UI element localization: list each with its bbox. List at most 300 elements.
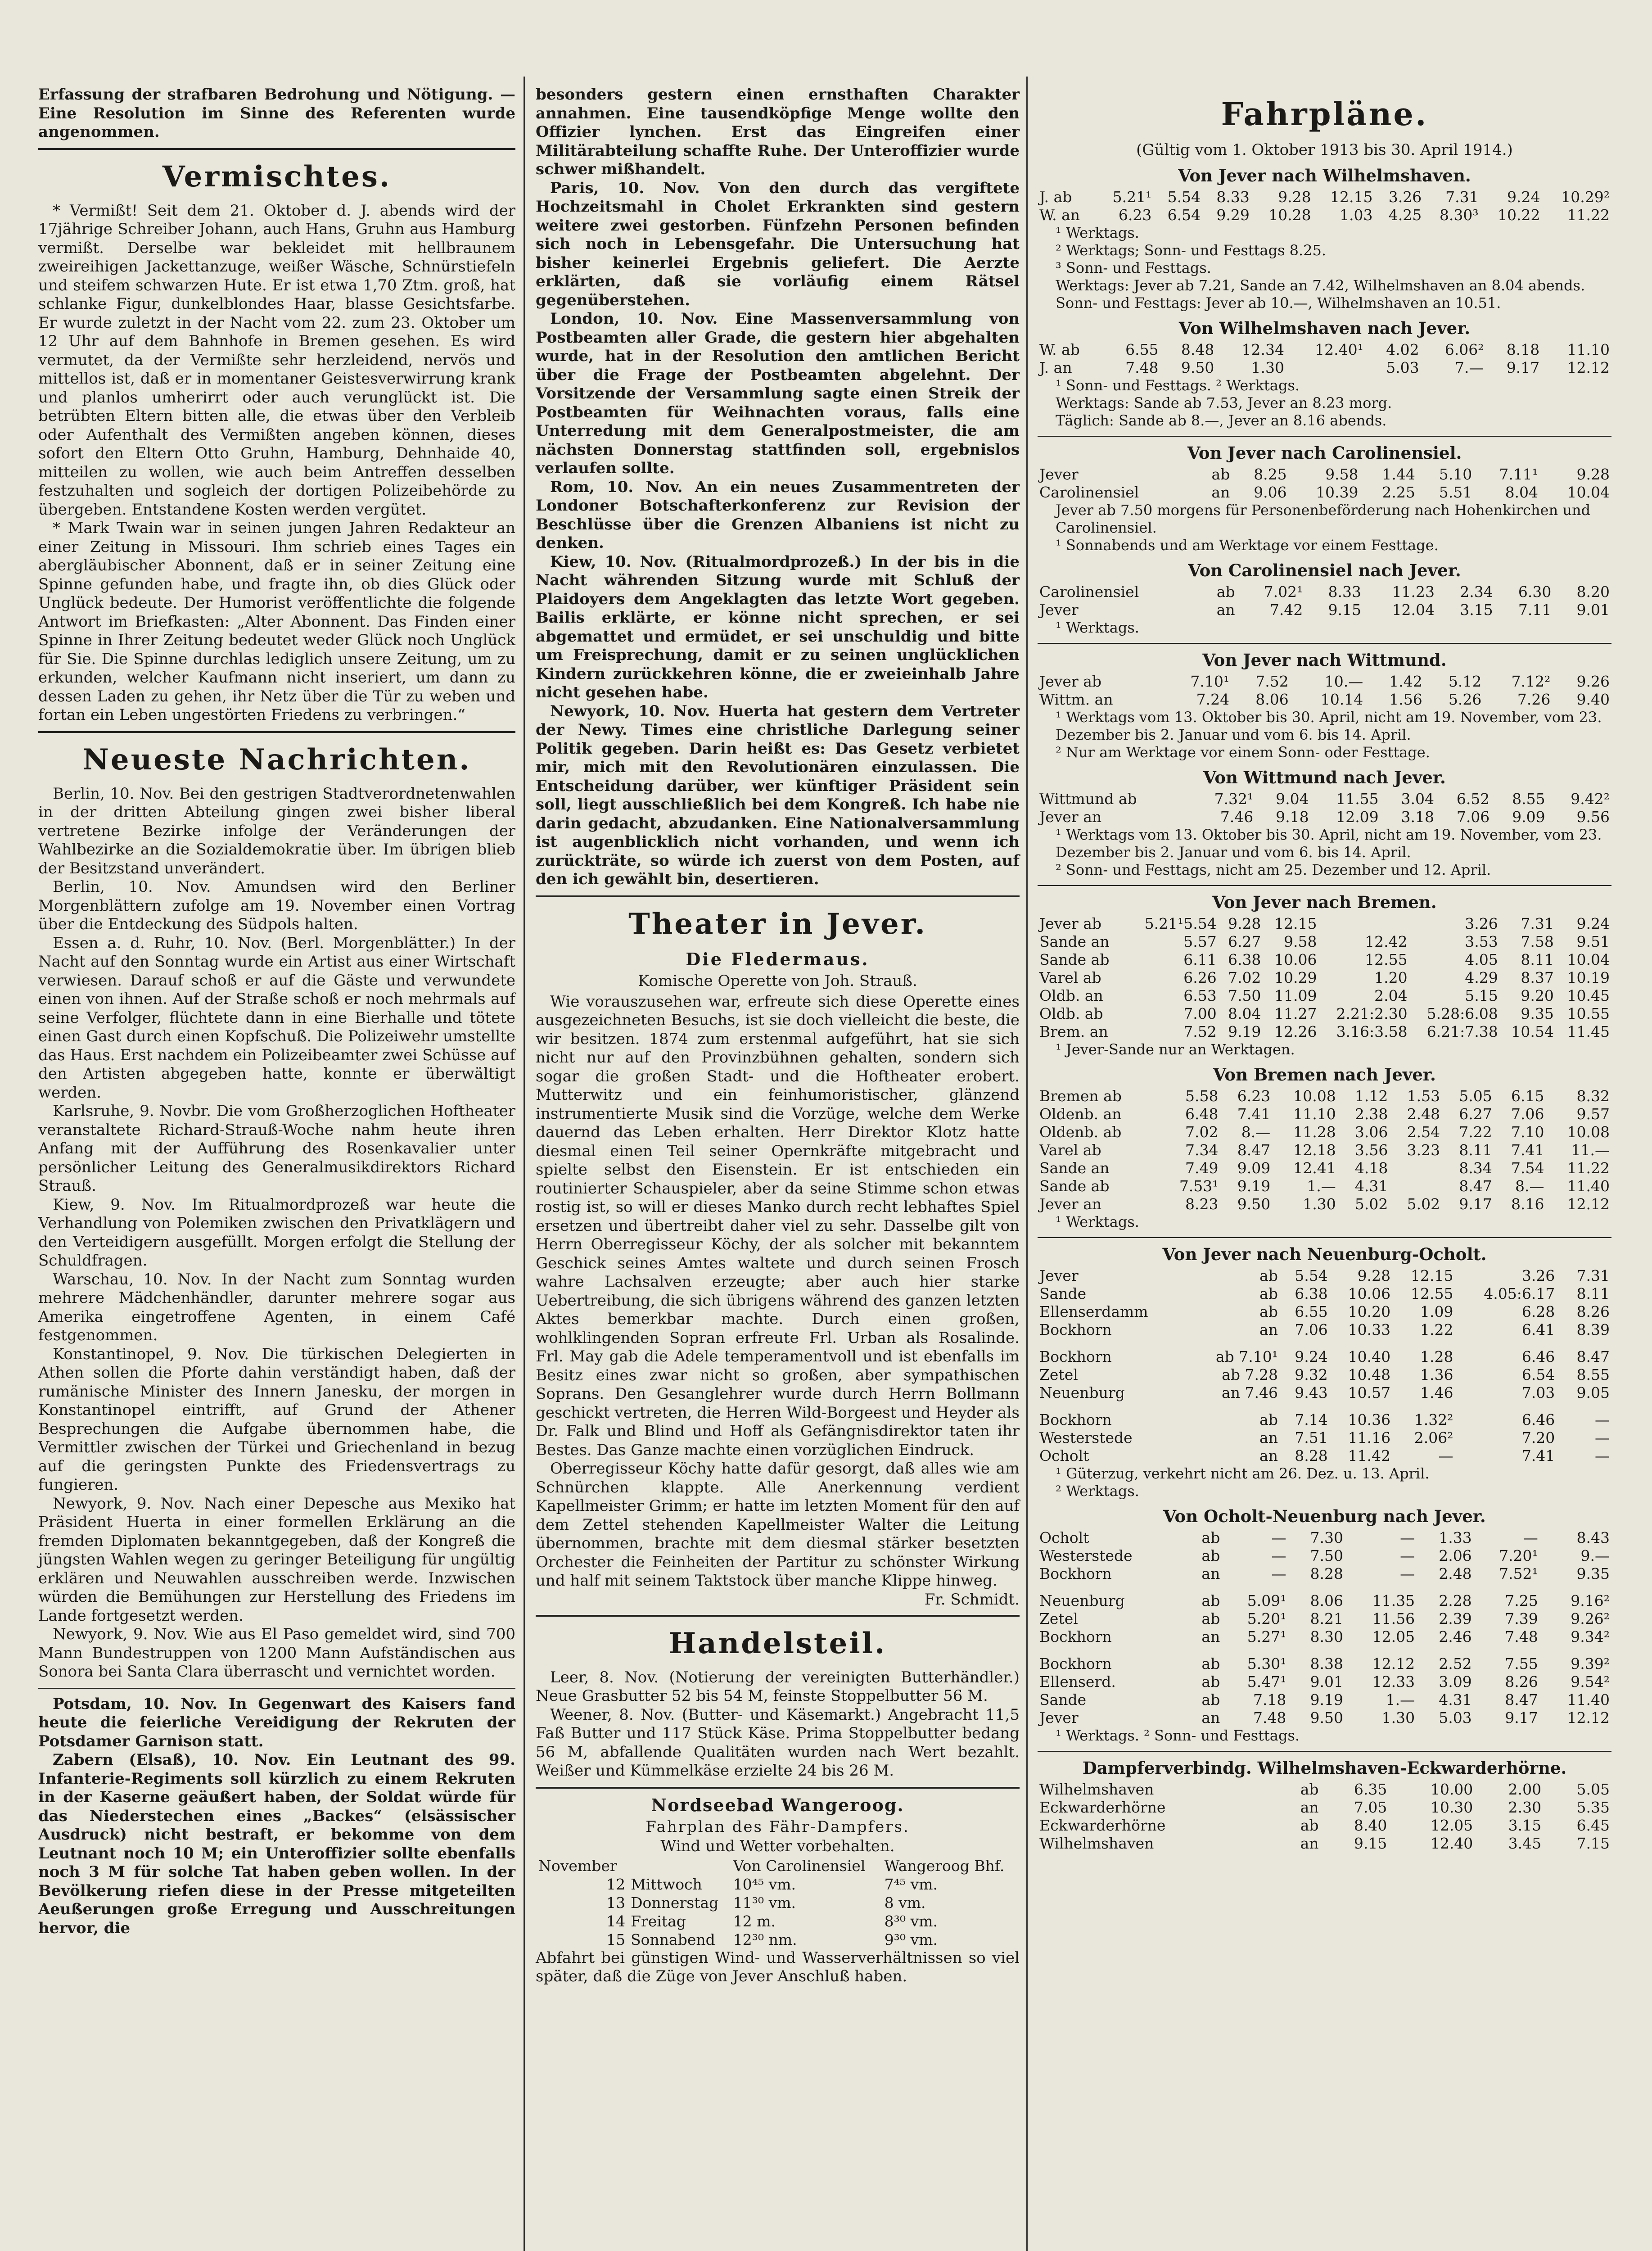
timetable-cell: ab bbox=[1259, 1411, 1278, 1428]
ferry-header-cell: Wangeroog Bhf. bbox=[884, 1857, 1005, 1875]
timetable-cell bbox=[1557, 1384, 1562, 1402]
timetable-cell: 5.05 bbox=[1459, 1087, 1492, 1105]
timetable-cell: W. ab bbox=[1039, 341, 1080, 358]
timetable-title: Von Carolinensiel nach Jever. bbox=[1188, 560, 1461, 580]
ferry-cell: Donnerstag bbox=[631, 1894, 719, 1912]
timetable-cell bbox=[1190, 1402, 1280, 1411]
timetable-cell: Jever bbox=[1039, 1709, 1079, 1727]
column-rule bbox=[1026, 77, 1028, 2251]
timetable-cell: 8.18 bbox=[1506, 341, 1540, 358]
timetable-note: ² Sonn- und Festtags, nicht am 25. Dezember und 12. April. bbox=[1056, 861, 1491, 878]
timetable-cell: ab bbox=[1201, 1610, 1220, 1627]
timetable-cell: ab bbox=[1259, 1285, 1278, 1302]
timetable-cell: 5.03 bbox=[1386, 359, 1419, 376]
timetable-cell: 8.04 bbox=[1228, 1005, 1261, 1022]
timetable-cell: 8.47 bbox=[1237, 1141, 1271, 1159]
timetable-cell: 8.28 bbox=[1310, 1565, 1343, 1582]
timetable-cell: 6.27 bbox=[1228, 933, 1261, 950]
timetable-cell: 7.24 bbox=[1196, 691, 1230, 708]
timetable-note: Werktags: Sande ab 7.53, Jever an 8.23 morg. bbox=[1056, 394, 1392, 411]
timetable-cell: Carolinensiel bbox=[1039, 484, 1139, 501]
timetable-cell: 6.06² bbox=[1444, 341, 1484, 358]
timetable-cell: 1.36 bbox=[1420, 1366, 1453, 1383]
ferry-header-row bbox=[536, 1857, 1020, 1875]
timetable-title: Von Jever nach Neuenburg-Ocholt. bbox=[1162, 1244, 1487, 1264]
timetable-title: Von Ocholt-Neuenburg nach Jever. bbox=[1163, 1506, 1486, 1526]
timetable-cell: 1.46 bbox=[1420, 1384, 1453, 1401]
timetable-cell: 3.53 bbox=[1465, 933, 1498, 950]
timetable-cell: — bbox=[1595, 1429, 1610, 1446]
timetable-cell: 10.36 bbox=[1348, 1411, 1391, 1428]
timetable-note: Jever ab 7.50 morgens für Personenbeförderung nach Hohenkirchen und Carolinensiel. bbox=[1056, 502, 1591, 536]
timetable-cell: 10.29² bbox=[1561, 188, 1610, 206]
timetable-cell bbox=[1417, 1583, 1474, 1592]
timetable-cell bbox=[1557, 1285, 1562, 1303]
news-item: Berlin, 10. Nov. Amundsen wird den Berliner Morgenblättern zufolge am 19. November einen Vortrag über die Entdeckung des Südpols halten. bbox=[38, 878, 515, 933]
timetable-cell: ab bbox=[1201, 1592, 1220, 1609]
timetable-cell: Ocholt bbox=[1039, 1447, 1089, 1465]
timetable-cell: 3.06 bbox=[1354, 1123, 1388, 1141]
timetable-cell: 7.02¹ bbox=[1264, 583, 1303, 601]
timetable-cell bbox=[1390, 1177, 1442, 1195]
timetable-cell: 8.40 bbox=[1354, 1817, 1387, 1834]
timetable-row bbox=[1038, 1402, 1611, 1411]
timetable-cell: an bbox=[1259, 1321, 1278, 1338]
timetable-cell: 6.46 bbox=[1521, 1411, 1555, 1428]
timetable-cell: 12.09 bbox=[1336, 808, 1379, 826]
timetable-cell: 2.04 bbox=[1374, 987, 1408, 1004]
ferry-row bbox=[536, 1875, 1020, 1894]
timetable-cell: 7.20 bbox=[1521, 1429, 1555, 1446]
timetable-table bbox=[1038, 583, 1611, 619]
timetable-note: ¹ Werktags. bbox=[1056, 224, 1139, 241]
timetable-cell: 9.01 bbox=[1576, 601, 1610, 619]
timetable-cell: 4.31 bbox=[1354, 1177, 1388, 1195]
timetable-note: ³ Sonn- und Festtags. bbox=[1056, 259, 1211, 276]
timetable-cell: Jever an bbox=[1039, 1195, 1102, 1213]
timetable-cell: W. an bbox=[1039, 206, 1080, 224]
timetable-cell: 7.41 bbox=[1511, 1141, 1544, 1159]
timetable-row bbox=[1038, 1835, 1611, 1853]
timetable-title: Von Jever nach Wilhelmshaven. bbox=[1178, 166, 1471, 185]
timetable-cell: 7.31 bbox=[1576, 1267, 1610, 1284]
timetable-cell: 9.35 bbox=[1576, 1565, 1610, 1582]
timetable-row bbox=[1038, 206, 1611, 224]
timetable-row bbox=[1038, 1348, 1611, 1366]
timetable-cell: 11.10 bbox=[1293, 1105, 1336, 1123]
timetable-cell: 3.04 bbox=[1401, 790, 1434, 808]
timetable-cell: 2.06² bbox=[1414, 1429, 1453, 1446]
ferry-header-cell: November bbox=[538, 1857, 617, 1875]
timetable-cell: 9.34² bbox=[1571, 1628, 1610, 1645]
timetable-cell: 3.09 bbox=[1439, 1673, 1472, 1691]
timetable-cell bbox=[1557, 1447, 1562, 1465]
timetable-cell: 6.46 bbox=[1521, 1348, 1555, 1365]
timetable-note: Täglich: Sande ab 8.—, Jever an 8.16 abends. bbox=[1056, 412, 1387, 429]
news-item-bold: Potsdam, 10. Nov. In Gegenwart des Kaisers fand heute die feierliche Vereidigung der Rekruten der Potsdamer Garnison statt. bbox=[38, 1695, 515, 1750]
timetable-cell: 12.05 bbox=[1372, 1628, 1415, 1645]
timetable-cell: 10.00 bbox=[1430, 1781, 1473, 1798]
timetable-cell: 10.40 bbox=[1348, 1348, 1391, 1365]
timetable-cell: 8.28 bbox=[1295, 1447, 1328, 1465]
timetable-cell: an bbox=[1216, 601, 1235, 619]
ferry-header-cell: Von Carolinensiel bbox=[733, 1857, 866, 1875]
timetable-cell: 7.53¹ bbox=[1179, 1177, 1219, 1195]
timetable-row bbox=[1038, 1267, 1611, 1285]
timetable-cell: 11.40 bbox=[1567, 1691, 1610, 1709]
timetable-cell bbox=[1038, 1583, 1187, 1592]
timetable-cell: 12.12 bbox=[1567, 1195, 1610, 1213]
timetable-cell bbox=[1288, 1583, 1345, 1592]
timetable-cell: 12.26 bbox=[1274, 1023, 1317, 1040]
divider bbox=[536, 895, 1020, 897]
timetable-cell: 12.18 bbox=[1293, 1141, 1336, 1159]
timetable-cell: 4.25 bbox=[1388, 206, 1422, 224]
timetable-cell: 8.11 bbox=[1459, 1141, 1492, 1159]
timetable-cell: 5.02 bbox=[1354, 1195, 1388, 1213]
timetable-cell: 12.12 bbox=[1567, 1709, 1610, 1727]
timetable-row bbox=[1038, 1339, 1611, 1348]
timetable-cell: — bbox=[1271, 1529, 1286, 1546]
timetable-cell bbox=[1455, 1402, 1557, 1411]
timetable-cell: Sande bbox=[1039, 1285, 1087, 1302]
timetable-cell: Sande an bbox=[1039, 933, 1110, 950]
timetable-note: ² Werktags. bbox=[1056, 1483, 1139, 1500]
timetable-cell: an 7.46 bbox=[1222, 1384, 1278, 1401]
timetable-cell: 5.35 bbox=[1576, 1799, 1610, 1816]
timetable-row bbox=[1038, 466, 1611, 484]
timetable-cell: Varel ab bbox=[1039, 969, 1101, 986]
timetable-cell: ab 7.10¹ bbox=[1215, 1348, 1278, 1365]
timetable-cell: 7.31 bbox=[1521, 915, 1554, 932]
article-mark-twain: * Mark Twain war in seinen jungen Jahren Redakteur an einer Zeitung in Missouri. Ihm schrieb eines Tages ein abergläubischer Abonnent, daß er in seiner Zeitung eine Spinne gefunden habe, und fragte ihn, ob dies Glück oder Unglück bedeute. Der Humorist veröffentlichte die folgende Antwort im Briefkasten: „Alter Abonnent. Das Finden einer Spinne in Ihrer Zeitung bedeutet weder Glück noch Unglück für Sie. Die Spinne durchlas lediglich unsere Zeitung, um zu erkunden, welcher Kaufmann nicht inseriert, um dann zu dessen Laden zu gehen, ihr Netz über die Tür zu weben und fortan ein Leben ungestörten Friedens zu verbringen.“ bbox=[38, 519, 515, 724]
timetable-cell: Oldb. an bbox=[1039, 987, 1103, 1004]
ferry-cell: 11³⁰ vm. bbox=[733, 1894, 796, 1912]
ferry-cell: 8 vm. bbox=[884, 1894, 926, 1912]
timetable-table bbox=[1038, 790, 1611, 826]
timetable-cell: 7.48 bbox=[1505, 1628, 1538, 1645]
timetable-cell bbox=[1187, 1646, 1222, 1655]
timetable-cell: 6.23 bbox=[1118, 206, 1152, 224]
timetable-cell: 4.02 bbox=[1386, 341, 1419, 358]
timetable-cell: 9.17 bbox=[1459, 1195, 1492, 1213]
timetable-row bbox=[1038, 1592, 1611, 1610]
timetable-cell: Jever bbox=[1039, 466, 1079, 483]
timetable-table bbox=[1038, 466, 1611, 502]
timetable-cell bbox=[1557, 1267, 1562, 1285]
timetable-cell: Bremen ab bbox=[1039, 1087, 1122, 1105]
timetable-cell: 7.02 bbox=[1228, 969, 1261, 986]
timetable-cell: 7.39 bbox=[1505, 1610, 1538, 1627]
timetable-note: ¹ Werktags vom 13. Oktober bis 30. April, nicht am 19. November, vom 23. Dezember bis 2. Januar und vom 6. bis 14. April. bbox=[1056, 826, 1602, 861]
timetable-cell bbox=[1330, 1339, 1392, 1348]
timetable-cell: an bbox=[1259, 1429, 1278, 1446]
timetable-cell: — bbox=[1400, 1547, 1415, 1564]
timetable-cell: 12.40 bbox=[1430, 1835, 1473, 1852]
timetable-cell: 11.22 bbox=[1567, 206, 1610, 224]
timetable-cell: — bbox=[1271, 1547, 1286, 1564]
timetable-cell: 7.22 bbox=[1459, 1123, 1492, 1141]
ferry-cell: 12 bbox=[606, 1875, 626, 1893]
timetable-cell bbox=[1562, 1339, 1611, 1348]
section-heading-fahrplaene: Fahrpläne. bbox=[1221, 95, 1428, 133]
section-heading-nachrichten: Neueste Nachrichten. bbox=[82, 742, 471, 777]
timetable-row bbox=[1038, 1384, 1611, 1402]
timetable-cell: 7.41 bbox=[1521, 1447, 1555, 1465]
timetable-title: Von Wittmund nach Jever. bbox=[1203, 768, 1446, 787]
timetable-cell: 3.15 bbox=[1508, 1817, 1542, 1834]
timetable-cell: 2.28 bbox=[1439, 1592, 1472, 1609]
timetable-cell: Bockhorn bbox=[1039, 1411, 1112, 1428]
timetable-cell: 2.00 bbox=[1508, 1781, 1542, 1798]
timetable-cell: 8.11 bbox=[1521, 951, 1554, 968]
timetable-cell: 8.33 bbox=[1216, 188, 1250, 206]
timetable-cell: 3.45 bbox=[1508, 1835, 1542, 1852]
timetable-cell: 8.04 bbox=[1505, 484, 1539, 501]
timetable-cell: 2.25 bbox=[1382, 484, 1415, 501]
timetable-title: Von Jever nach Wittmund. bbox=[1202, 650, 1447, 670]
timetable-cell: 4.29 bbox=[1465, 969, 1498, 986]
timetable-cell: 11.09 bbox=[1274, 987, 1317, 1004]
timetable-row bbox=[1038, 1547, 1611, 1565]
timetable-cell: 2.48 bbox=[1407, 1105, 1440, 1123]
timetable-cell: 10.30 bbox=[1430, 1799, 1473, 1816]
timetable-row bbox=[1038, 1005, 1611, 1023]
news-item-bold: Kiew, 10. Nov. (Ritualmordprozeß.) In der bis in die Nacht währenden Sitzung wurde mit Schluß der Plaidoyers dem Angeklagten das letzte Wort gegeben. Bailis erklärte, er könne nicht sprechen, er sei abgemattet und ermüdet, er sei unschuldig und bitte um Freisprechung, damit er zu seinen unglücklichen Kindern zurückkehren könne, die er zweieinhalb Jahre nicht gesehen habe. bbox=[536, 552, 1020, 701]
timetable-cell: 5.54 bbox=[1167, 188, 1201, 206]
timetable-cell: Oldenb. ab bbox=[1039, 1123, 1122, 1141]
timetable-cell: Ocholt bbox=[1039, 1529, 1089, 1546]
timetable-cell: ab bbox=[1300, 1817, 1319, 1834]
timetable-cell: 9.50 bbox=[1237, 1195, 1271, 1213]
timetable-cell: 9.— bbox=[1580, 1547, 1610, 1564]
theater-review: Wie vorauszusehen war, erfreute sich diese Operette eines ausgezeichneten Besuchs, ist sie doch vielleicht die beste, die wir besitzen. 1874 zum erstenmal aufgeführt, hat sie sich nicht nur auf den Provinzbühnen gehalten, sondern sich sogar die großen Stadt- und die Hoftheater erobert. Mutterwitz und ein feinhumoristischer, glänzend instrumentierte Musik sind die Vorzüge, welche dem Werke dauernd das Leben erhalten. Herr Direktor Klotz hatte diesmal einen Teil seiner Opernkräfte mitgebracht und spielte selbst den Eisenstein. Er ist entschieden ein routinierter Schauspieler, aber da seine Stimme schon etwas rostig ist, so will er dieses Manko durch recht lebhaftes Spiel ersetzen und übertreibt daher viel zu sehr. Dasselbe gilt von Herrn Oberregisseur Köchy, der als solcher mit bekanntem Geschick seines Amtes waltete und durch seinen Frosch wahre Lachsalven erzeugte; aber auch hier starke Uebertreibung, die sich übrigens während des ganzen letzten Aktes bemerkbar machte. Durch einen großen, wohlklingenden Sopran erfreute Frl. Urban als Rosalinde. Frl. May gab die Adele temperamentvoll und ist ebenfalls im Besitz eines zwar nicht so großen, aber sympathischen Soprans. Den Gesanglehrer wurde durch Herrn Bollmann geschickt vertreten, die Herren Wild-Borgeest und Heyder als Dr. Falk und Blind und Hoff als Gefängnisdirektor taten ihr Bestes. Das Ganze machte einen vorzüglichen Eindruck. bbox=[536, 992, 1020, 1459]
theater-review: Oberregisseur Köchy hatte dafür gesorgt, daß alles wie am Schnürchen klappte. Alle Anerkennung verdient Kapellmeister Grimm; er hatte im letzten Moment für den auf dem Zettel stehenden Kapellmeister Walter die Leitung übernommen, brachte mit dem diesmal stärker besetzten Orchester die Feinheiten der Partitur zu schönster Wirkung und half mit seinem Taktstock über manche Klippe hinweg. bbox=[536, 1460, 1020, 1590]
timetable-row bbox=[1038, 1159, 1611, 1177]
timetable-cell: — bbox=[1271, 1565, 1286, 1582]
timetable-note: Sonn- und Festtags: Jever ab 10.—, Wilhelmshaven an 10.51. bbox=[1056, 294, 1501, 312]
column-rule bbox=[524, 77, 525, 2251]
timetable-cell: 8.— bbox=[1241, 1123, 1271, 1141]
timetable-cell: 9.19 bbox=[1310, 1691, 1343, 1709]
timetable-cell: 7.52¹ bbox=[1499, 1565, 1538, 1582]
timetable-cell: 9.26² bbox=[1571, 1610, 1610, 1627]
timetable-cell: 6.38 bbox=[1295, 1285, 1328, 1302]
intro-text: Erfassung der strafbaren Bedrohung und Nötigung. — Eine Resolution im Sinne des Referenten wurde angenommen. bbox=[38, 86, 515, 141]
timetable-cell: Wilhelmshaven bbox=[1039, 1781, 1154, 1798]
timetable-cell: 10.04 bbox=[1567, 951, 1610, 968]
timetable-cell bbox=[1557, 1303, 1562, 1321]
timetable-cell bbox=[1286, 359, 1365, 377]
timetable-row bbox=[1038, 1691, 1611, 1709]
timetable-cell: J. an bbox=[1039, 359, 1072, 376]
timetable-cell: 12.15 bbox=[1330, 188, 1373, 206]
timetable-cell: 7.20¹ bbox=[1499, 1547, 1538, 1564]
timetable-cell: 7.49 bbox=[1185, 1159, 1219, 1177]
timetable-cell: 5.15 bbox=[1465, 987, 1498, 1004]
timetable-cell: 3.18 bbox=[1401, 808, 1434, 826]
timetable-cell: Varel ab bbox=[1039, 1141, 1101, 1159]
divider bbox=[1038, 1751, 1611, 1752]
timetable-cell: 7.52 bbox=[1183, 1023, 1217, 1040]
timetable-cell: 5.54 bbox=[1295, 1267, 1328, 1284]
timetable-cell: 7.06 bbox=[1511, 1105, 1544, 1123]
timetable-note: ¹ Werktags. ² Sonn- und Festtags. bbox=[1056, 1727, 1300, 1744]
timetable-cell: 9.50 bbox=[1310, 1709, 1343, 1727]
timetable-cell: 9.24 bbox=[1576, 915, 1610, 932]
timetable-cell: — bbox=[1523, 1529, 1538, 1546]
timetable-cell: Bockhorn bbox=[1039, 1565, 1112, 1582]
timetable-note: ¹ Werktags. bbox=[1056, 619, 1139, 636]
wangeroog-note: Wind und Wetter vorbehalten. bbox=[660, 1837, 895, 1855]
timetable-cell: 9.29 bbox=[1216, 206, 1250, 224]
timetable-cell: J. ab bbox=[1039, 188, 1072, 206]
timetable-cell: 5.21¹5.54 bbox=[1144, 915, 1217, 932]
timetable-row bbox=[1038, 691, 1611, 709]
timetable-cell: 8.21 bbox=[1310, 1610, 1343, 1627]
news-item-bold: Rom, 10. Nov. An ein neues Zusammentreten der Londoner Botschafterkonferenz zur Revision der Beschlüsse über die Grenzen Albaniens ist nicht zu denken. bbox=[536, 478, 1020, 552]
timetable-cell: 12.04 bbox=[1392, 601, 1435, 619]
timetable-cell: 8.30³ bbox=[1439, 206, 1479, 224]
timetable-cell: Bockhorn bbox=[1039, 1348, 1112, 1365]
timetable-cell: Sande ab bbox=[1039, 951, 1110, 968]
timetable-cell: 10.22 bbox=[1497, 206, 1540, 224]
timetable-cell: 8.26 bbox=[1576, 1303, 1610, 1320]
timetable-cell: 7.25 bbox=[1505, 1592, 1538, 1609]
timetable-cell: 4.31 bbox=[1439, 1691, 1472, 1709]
timetable-cell: ab bbox=[1201, 1547, 1220, 1564]
timetable-row bbox=[1038, 1429, 1611, 1447]
timetable-cell: 7.48 bbox=[1253, 1709, 1286, 1727]
timetable-cell: 9.28 bbox=[1228, 915, 1261, 932]
timetable-cell: Sande an bbox=[1039, 1159, 1110, 1177]
timetable-cell: 9.35 bbox=[1521, 1005, 1554, 1022]
timetable-cell: 9.57 bbox=[1576, 1105, 1610, 1123]
timetable-cell: Brem. an bbox=[1039, 1023, 1108, 1040]
divider bbox=[536, 1787, 1020, 1789]
timetable-cell: 5.51 bbox=[1439, 484, 1472, 501]
timetable-cell: 6.38 bbox=[1228, 951, 1261, 968]
theater-subtitle: Komische Operette von Joh. Strauß. bbox=[638, 972, 917, 990]
timetable-cell: 10.04 bbox=[1567, 484, 1610, 501]
timetable-cell: 12.12 bbox=[1567, 359, 1610, 376]
timetable-cell: 7.12² bbox=[1511, 673, 1551, 690]
timetable-table bbox=[1038, 188, 1611, 224]
timetable-cell: 2.48 bbox=[1439, 1565, 1472, 1582]
timetable-row bbox=[1038, 601, 1611, 619]
timetable-cell: 6.23 bbox=[1237, 1087, 1271, 1105]
ferry-cell: 12³⁰ nm. bbox=[733, 1930, 797, 1948]
divider bbox=[1038, 643, 1611, 644]
timetable-cell: 11.35 bbox=[1372, 1592, 1415, 1609]
timetable-cell: 7.26 bbox=[1517, 691, 1551, 708]
timetable-cell: 7.34 bbox=[1185, 1141, 1219, 1159]
timetable-cell: 12.05 bbox=[1430, 1817, 1473, 1834]
news-item-bold: besonders gestern einen ernsthaften Charakter annahmen. Eine tausendköpfige Menge wollte den Offizier lynchen. Erst das Eingreifen einer Militärabteilung schaffte Ruhe. Der Unteroffizier wurde schwer mißhandelt. bbox=[536, 86, 1020, 178]
section-heading-handel: Handelsteil. bbox=[668, 1626, 887, 1660]
timetable-cell: 6.45 bbox=[1576, 1817, 1610, 1834]
timetable-cell: 9.42² bbox=[1571, 790, 1610, 808]
ferry-cell: Mittwoch bbox=[631, 1875, 702, 1893]
timetable-row bbox=[1038, 951, 1611, 969]
timetable-cell: 5.21¹ bbox=[1112, 188, 1152, 206]
timetable-cell: 6.21:7.38 bbox=[1426, 1023, 1498, 1040]
timetable-cell: 8.06 bbox=[1255, 691, 1289, 708]
news-item-bold: Zabern (Elsaß), 10. Nov. Ein Leutnant des 99. Infanterie-Regiments soll kürzlich zu einem Rekruten in der Kaserne geäußert haben, der Soldat würde für das Niederstechen eines „Backes“ (elsässischer Ausdruck) nicht bestraft, er bekomme von dem Leutnant noch 10 M; ein Unteroffizier sollte ebenfalls noch 3 M für solche Tat haben geben wollen. In der Bevölkerung riefen diese in der Presse mitgeteilten Aeußerungen große Erregung und Ausschreitungen hervor, die bbox=[38, 1751, 515, 1937]
wangeroog-heading: Nordseebad Wangeroog. bbox=[651, 1794, 904, 1815]
timetable-cell: 6.35 bbox=[1354, 1781, 1387, 1798]
article-vermisst: * Vermißt! Seit dem 21. Oktober d. J. abends wird der 17jährige Schreiber Johann, auch Hans, Gruhn aus Hamburg vermißt. Derselbe war bekleidet mit hellbraunem zweireihigen Jackettanzuge, weißer Wäsche, Schnürstiefeln und steifem schwarzen Hute. Er ist etwa 1,70 Ztm. groß, hat schlanke Figur, dunkelblondes Haar, blasse Gesichtsfarbe. Er wurde zuletzt in der Nacht vom 22. zum 23. Oktober um 12 Uhr auf dem Bahnhofe in Bremen gesehen. Es wird vermutet, da der Vermißte sehr herzleidend, nervös und mittellos ist, daß er in momentaner Geistesverwirrung krank und planlos umherirrt oder auch verunglückt ist. Die betrübten Eltern bitten alle, die etwas über den Verbleib oder Aufenthalt des Vermißten angeben können, dieses sofort den Eltern Otto Gruhn, Hamburg, Dehnhaide 40, mitteilen zu wollen, wie auch beim Antreffen desselben festzuhalten und sogleich der dortigen Polizeibehörde zu übergeben. Entstandene Kosten werden vergütet. bbox=[38, 201, 515, 519]
news-item: Newyork, 9. Nov. Nach einer Depesche aus Mexiko hat Präsident Huerta in einer formellen Erklärung an die fremden Diplomaten bekanntgegeben, daß der Kongreß die jüngsten Wahlen wegen zu geringer Beteiligung für ungültig erklären und Neuwahlen ausschreiben werde. Inzwischen würden die Bemühungen zur Herstellung des Friedens im Lande fortgesetzt werden. bbox=[38, 1494, 515, 1625]
timetable-cell: Ellenserd. bbox=[1039, 1673, 1116, 1691]
timetable-cell: 1.28 bbox=[1420, 1348, 1453, 1365]
timetable-cell: 11.45 bbox=[1567, 1023, 1610, 1040]
news-item: Kiew, 9. Nov. Im Ritualmordprozeß war heute die Verhandlung von Polemiken zwischen den Privatklägern und den Verteidigern ausgefüllt. Morgen erfolgt die Stellung der Schuldfragen. bbox=[38, 1195, 515, 1270]
timetable-cell: Zetel bbox=[1039, 1366, 1078, 1383]
timetable-cell: 6.28 bbox=[1521, 1303, 1555, 1320]
column-right bbox=[1038, 86, 1611, 1853]
timetable-cell: Sande bbox=[1039, 1691, 1087, 1709]
timetable-cell: Eckwarderhörne bbox=[1039, 1799, 1166, 1816]
timetable-cell: 2.34 bbox=[1460, 583, 1493, 601]
section-heading-theater: Theater in Jever. bbox=[628, 907, 927, 941]
timetable-cell: 1.— bbox=[1307, 1177, 1336, 1195]
timetable-cell: 9.17 bbox=[1505, 1709, 1538, 1727]
timetable-cell: 9.09 bbox=[1512, 808, 1545, 826]
timetable-cell: 7.32¹ bbox=[1214, 790, 1254, 808]
timetable-cell bbox=[1557, 1348, 1562, 1366]
timetable-cell: 7.15 bbox=[1576, 1835, 1610, 1852]
timetable-cell: 8.47 bbox=[1459, 1177, 1492, 1195]
timetable-row bbox=[1038, 808, 1611, 826]
timetable-cell: 2.54 bbox=[1407, 1123, 1440, 1141]
timetable-cell: 8.55 bbox=[1512, 790, 1545, 808]
timetable-row bbox=[1038, 915, 1611, 933]
timetable-cell: 9.40 bbox=[1576, 691, 1610, 708]
timetable-cell bbox=[1392, 1402, 1455, 1411]
timetable-cell: Carolinensiel bbox=[1039, 583, 1139, 601]
market-report: Weener, 8. Nov. (Butter- und Käsemarkt.) Angebracht 11,5 Faß Butter und 117 Stück Käse. Prima Stoppelbutter bedang 56 M, abfallende Qualitäten wurden nach Wert bezahlt. Weißer und Kümmelkäse erzielte 24 bis 26 M. bbox=[536, 1705, 1020, 1780]
timetable-cell: 10.08 bbox=[1567, 1123, 1610, 1141]
timetable-cell: 6.27 bbox=[1459, 1105, 1492, 1123]
timetable-cell: 7.03 bbox=[1521, 1384, 1555, 1401]
timetable-cell: 6.48 bbox=[1185, 1105, 1219, 1123]
timetable-cell bbox=[1474, 1646, 1540, 1655]
timetable-cell: Neuenburg bbox=[1039, 1592, 1125, 1609]
timetable-cell bbox=[1330, 1402, 1392, 1411]
timetable-cell: ab bbox=[1259, 1303, 1278, 1320]
timetable-cell bbox=[1557, 1366, 1562, 1384]
timetable-title: Von Jever nach Bremen. bbox=[1212, 892, 1437, 912]
timetable-cell: Wittm. an bbox=[1039, 691, 1113, 708]
timetable-cell bbox=[1345, 1583, 1417, 1592]
timetable-cell: 7.48 bbox=[1125, 359, 1159, 376]
timetable-cell: 10.06 bbox=[1274, 951, 1317, 968]
timetable-cell: 9.24 bbox=[1295, 1348, 1328, 1365]
timetable-note: ¹ Sonnabends und am Werktage vor einem Festtage. bbox=[1056, 537, 1439, 554]
timetable-note: ¹ Sonn- und Festtags. ² Werktags. bbox=[1056, 377, 1300, 394]
timetable-cell: 9.15 bbox=[1354, 1835, 1387, 1852]
divider bbox=[38, 1688, 515, 1689]
timetable-cell: ab bbox=[1201, 1673, 1220, 1691]
timetable-cell: 10.45 bbox=[1567, 987, 1610, 1004]
news-item: Berlin, 10. Nov. Bei den gestrigen Stadtverordnetenwahlen in der dritten Abteilung gingen zwei bisher liberal vertretene Bezirke infolge der Veränderungen der Wahlbezirke an die Sozialdemokratie über. Im übrigen blieb der Besitzstand unverändert. bbox=[38, 784, 515, 877]
timetable-cell: 9.20 bbox=[1521, 987, 1554, 1004]
timetable-row bbox=[1038, 1646, 1611, 1655]
ferry-schedule-table bbox=[536, 1857, 1020, 1949]
timetable-cell: 11.16 bbox=[1348, 1429, 1391, 1446]
timetable-row bbox=[1038, 673, 1611, 691]
